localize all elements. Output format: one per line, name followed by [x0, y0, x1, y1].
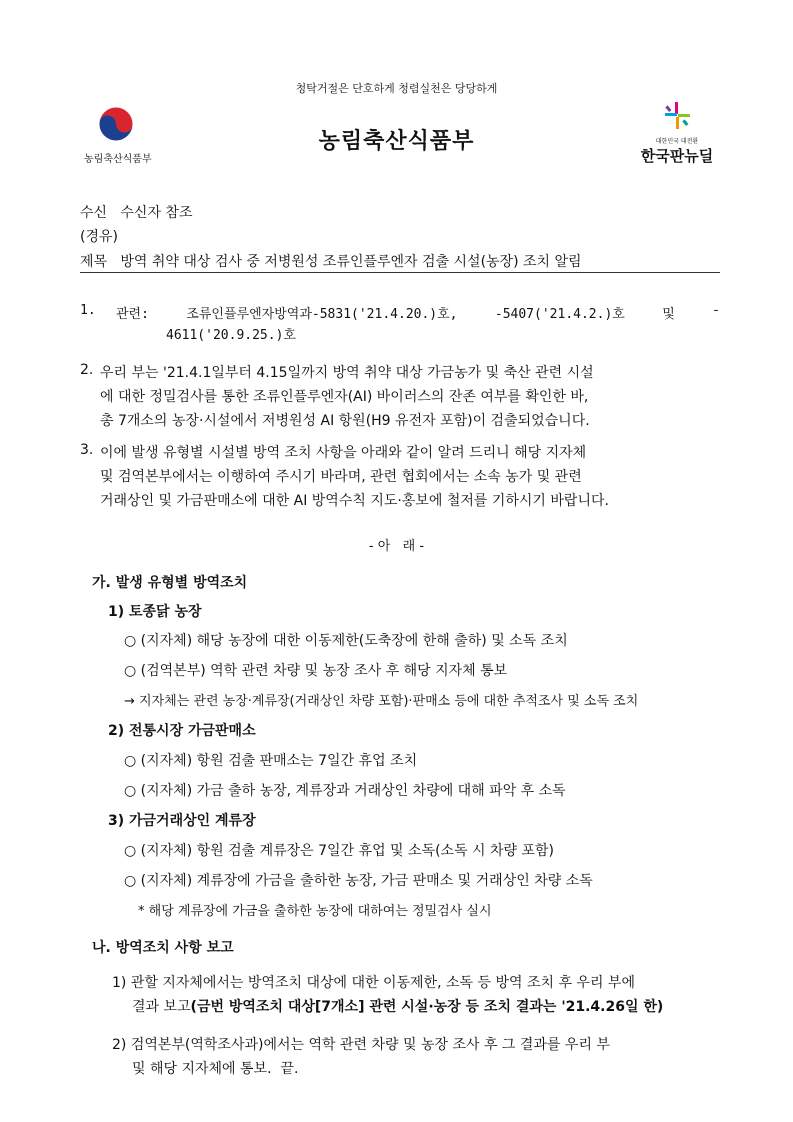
- p3-line: 거래상인 및 가금판매소에 대한 AI 방역수칙 지도·홍보에 철저를 기하시기 바랍니다.: [100, 493, 609, 509]
- section-a-title: 가. 발생 유형별 방역조치: [92, 575, 248, 591]
- a2-item: ○ (지자체) 가금 출하 농장, 계류장과 거래상인 차량에 대해 파악 후 소독: [124, 783, 566, 799]
- p3-line: 이에 발생 유형별 시설별 방역 조치 사항을 아래와 같이 알려 드리니 해당 지자체: [100, 445, 587, 461]
- a1-item: ○ (검역본부) 역학 관련 차량 및 농장 조사 후 해당 지자체 통보: [124, 663, 508, 679]
- b2-line1: 2) 검역본부(역학조사과)에서는 역학 관련 차량 및 농장 조사 후 그 결과를 우리 부: [112, 1037, 610, 1053]
- section-b-title: 나. 방역조치 사항 보고: [92, 940, 234, 956]
- logo-right-small: 대한민국 대전환: [655, 138, 699, 145]
- p1-line2: 4611('20.9.25.)호: [166, 328, 296, 343]
- p1-word: 조류인플루엔자방역과-5831('21.4.20.)호,: [186, 307, 458, 322]
- a3-item: ○ (지자체) 항원 검출 계류장은 7일간 휴업 및 소독(소독 시 차량 포함): [124, 843, 555, 859]
- p2-line: 에 대한 정밀검사를 통한 조류인플루엔자(AI) 바이러스의 잔존 여부를 확인한 바,: [100, 389, 589, 405]
- p3-number: 3.: [80, 442, 94, 458]
- a3-item: ○ (지자체) 계류장에 가금을 출하한 농장, 가금 판매소 및 거래상인 차량 소독: [124, 873, 593, 889]
- p1-word: 및: [662, 307, 675, 322]
- a1-item: ○ (지자체) 해당 농장에 대한 이동제한(도축장에 한해 출하) 및 소독 조치: [124, 633, 568, 649]
- b1-line2-text: 결과 보고: [132, 999, 191, 1015]
- a3-title: 3) 가금거래상인 계류장: [108, 813, 256, 829]
- a1-arrow-note: → 지자체는 관련 농장·계류장(거래상인 차량 포함)·판매소 등에 대한 추적조사 및 소독 조치: [124, 694, 639, 709]
- a1-title: 1) 토종닭 농장: [108, 604, 202, 620]
- via: (경유): [80, 229, 118, 245]
- recipient: 수신 수신자 참조: [80, 205, 193, 221]
- a3-note: * 해당 계류장에 가금을 출하한 농장에 대하여는 정밀검사 실시: [138, 904, 492, 919]
- logo-left-label: 농림축산식품부: [84, 154, 152, 165]
- b1-line2-bold: (금번 방역조치 대상[7개소] 관련 시설·농장 등 조치 결과는 '21.4.26일 한): [190, 999, 664, 1015]
- new-deal-emblem-icon: [657, 100, 697, 132]
- b1-line2: [132, 996, 663, 1016]
- p1-word: -5407('21.4.2.)호: [494, 307, 625, 322]
- a2-title: 2) 전통시장 가금판매소: [108, 723, 256, 739]
- logo-right-big: 한국판뉴딜: [640, 147, 714, 165]
- b2-line2: 및 해당 지자체에 통보. 끝.: [132, 1061, 299, 1077]
- a2-item: ○ (지자체) 항원 검출 판매소는 7일간 휴업 조치: [124, 753, 418, 769]
- ministry-title: 농림축산식품부: [318, 129, 475, 154]
- b1-line1: 1) 관할 지자체에서는 방역조치 대상에 대한 이동제한, 소독 등 방역 조치 후 우리 부에: [112, 975, 635, 991]
- p2-line: 우리 부는 '21.4.1일부터 4.15일까지 방역 취약 대상 가금농가 및 축산 관련 시설: [100, 365, 594, 381]
- p1-line1: [116, 303, 720, 322]
- p1-word: 관련:: [116, 307, 149, 322]
- p3-line: 및 검역본부에서는 이행하여 주시기 바라며, 관련 협회에서는 소속 농가 및 관련: [100, 469, 582, 485]
- p2-number: 2.: [80, 362, 94, 378]
- below-marker: - 아 래 -: [368, 539, 425, 554]
- subject: 제목 방역 취약 대상 검사 중 저병원성 조류인플루엔자 검출 시설(농장) 조치 알림: [80, 254, 582, 270]
- p1-number: 1.: [80, 303, 96, 318]
- p1-word: -: [712, 303, 720, 318]
- slogan: 청탁거절은 단호하게 청렴실천은 당당하게: [295, 82, 498, 95]
- subject-divider: [80, 272, 720, 273]
- new-deal-logo: [632, 100, 722, 166]
- p2-line: 총 7개소의 농장·시설에서 저병원성 AI 항원(H9 유전자 포함)이 검출되었습니다.: [100, 413, 590, 429]
